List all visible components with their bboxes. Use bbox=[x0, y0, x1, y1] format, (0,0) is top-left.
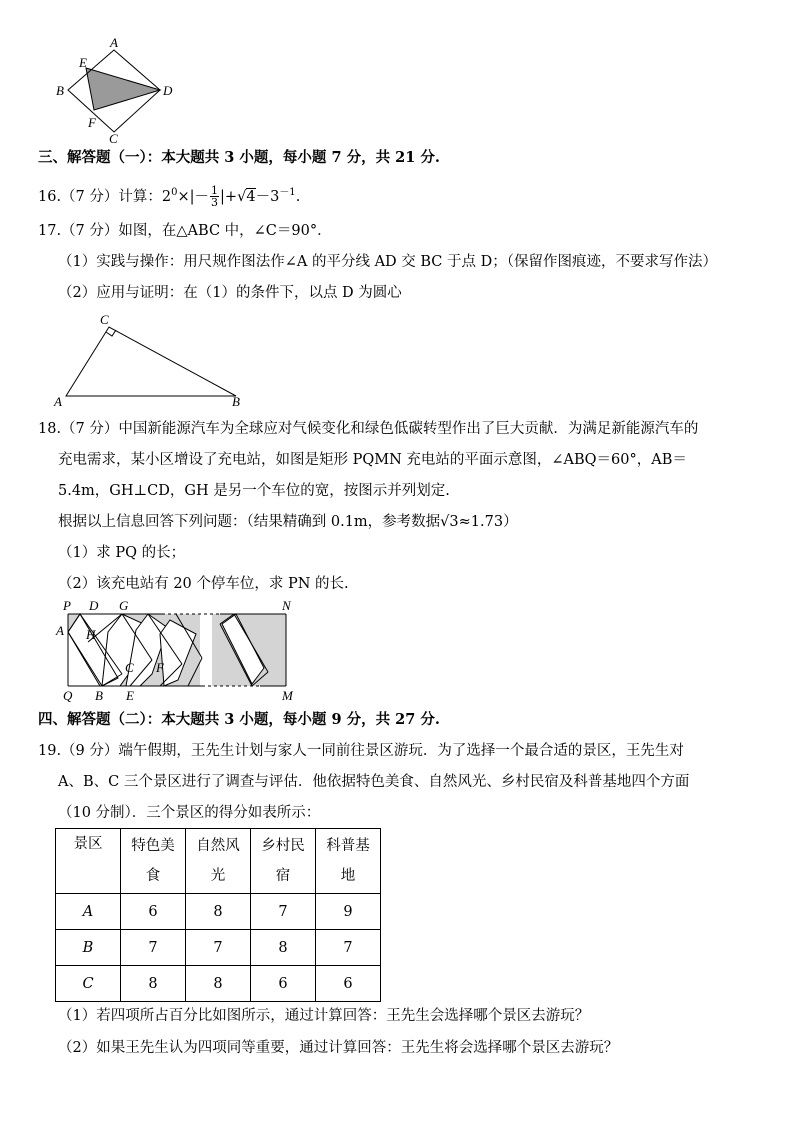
header-food-1: 特色美 bbox=[131, 838, 175, 854]
fig17-label-B: B bbox=[232, 394, 240, 409]
fig15-shaded-triangle bbox=[86, 68, 160, 110]
fig18-label-Q: Q bbox=[63, 688, 73, 703]
q17-part2: （2）应用与证明：在（1）的条件下，以点 D 为圆心 bbox=[58, 285, 402, 301]
table-header-cell bbox=[186, 829, 251, 894]
q16-prefix: 16.（7 分）计算：2 bbox=[38, 188, 172, 205]
q18-part1: （1）求 PQ 的长； bbox=[58, 545, 186, 561]
q18-line4-post: ≈1.73） bbox=[458, 514, 518, 530]
table-row bbox=[56, 930, 381, 966]
q16-frac-den: 3 bbox=[211, 196, 219, 210]
header-scenery-1: 自然风 bbox=[196, 838, 240, 854]
table-cell: 6 bbox=[121, 894, 186, 930]
q18-line1: 18.（7 分）中国新能源汽车为全球应对气候变化和绿色低碳转型作出了巨大贡献．为满足新能源汽车的 bbox=[38, 421, 699, 437]
fig18-charging-station-diagram bbox=[52, 598, 302, 706]
q16-mid: ×|－ bbox=[177, 188, 210, 205]
fig15-diagram bbox=[52, 36, 182, 146]
q17-stem: 17.（7 分）如图，在△ABC 中，∠C＝90°． bbox=[38, 223, 332, 239]
fig17-triangle bbox=[66, 327, 236, 396]
fig18-label-B: B bbox=[95, 688, 103, 703]
fig18-label-D: D bbox=[89, 598, 99, 613]
fig15-label-F: F bbox=[88, 115, 96, 130]
fig15-label-B: B bbox=[56, 83, 64, 98]
table-row bbox=[56, 894, 381, 930]
q16-after-frac: |+ bbox=[220, 188, 238, 205]
q18-part2: （2）该充电站有 20 个停车位，求 PN 的长. bbox=[58, 576, 349, 592]
q16-sqrt-arg: 4 bbox=[246, 188, 256, 205]
table-cell: 8 bbox=[186, 894, 251, 930]
table-cell: 8 bbox=[121, 966, 186, 1002]
table-cell: A bbox=[56, 894, 121, 930]
fig15-label-D: D bbox=[163, 83, 173, 98]
q19-part1: （1）若四项所占百分比如图所示，通过计算回答：王先生会选择哪个景区去游玩？ bbox=[58, 1008, 590, 1024]
table-cell: C bbox=[56, 966, 121, 1002]
q18-line4-sqrt: √3 bbox=[440, 514, 459, 530]
q16-frac-num: 1 bbox=[211, 184, 219, 198]
q16-sqrt-symbol: √ bbox=[237, 188, 247, 205]
q19-part2: （2）如果王先生认为四项同等重要，通过计算回答：王先生将会选择哪个景区去游玩？ bbox=[58, 1040, 619, 1056]
header-science-2: 地 bbox=[340, 868, 356, 884]
header-science-1: 科普基 bbox=[326, 838, 370, 854]
fig18-label-G: G bbox=[119, 598, 129, 613]
q16-exponent-zero: 0 bbox=[171, 187, 178, 198]
table-cell: 8 bbox=[251, 930, 316, 966]
q16-end: . bbox=[295, 188, 301, 205]
table-header-cell bbox=[121, 829, 186, 894]
table-cell: 7 bbox=[316, 930, 381, 966]
q19-line3: （10 分制）．三个景区的得分如表所示： bbox=[58, 805, 321, 821]
table-header-cell bbox=[56, 829, 121, 894]
table-cell: 9 bbox=[316, 894, 381, 930]
fig17-label-C: C bbox=[100, 312, 109, 327]
table-cell: 7 bbox=[251, 894, 316, 930]
fig18-label-P: P bbox=[63, 598, 71, 613]
header-scenery-2: 光 bbox=[210, 868, 226, 884]
q19-line1: 19.（9 分）端午假期，王先生计划与家人一同前往景区游玩．为了选择一个最合适的景区，王先生对 bbox=[38, 743, 684, 759]
fig15-label-A: A bbox=[110, 36, 118, 50]
q19-score-table bbox=[55, 828, 381, 1002]
q16-fraction bbox=[210, 185, 219, 208]
q16-expression bbox=[38, 183, 300, 208]
fig18-label-F: F bbox=[156, 660, 164, 675]
fig17-triangle-diagram bbox=[52, 310, 262, 410]
fig17-label-A: A bbox=[54, 394, 62, 409]
header-food-2: 食 bbox=[145, 868, 161, 884]
q18-line4 bbox=[58, 512, 518, 532]
header-homestay-1: 乡村民 bbox=[261, 838, 305, 854]
q17-part1: （1）实践与操作：用尺规作图法作∠A 的平分线 AD 交 BC 于点 D；（保留作图痕迹，不要求写作法） bbox=[58, 254, 717, 270]
fig18-label-N: N bbox=[282, 598, 291, 613]
section3-heading: 三、解答题（一）：本大题共 3 小题，每小题 7 分，共 21 分. bbox=[38, 149, 440, 166]
q16-exponent-neg: －1 bbox=[279, 187, 296, 198]
fig17-right-angle-mark bbox=[106, 330, 116, 336]
table-header-cell bbox=[316, 829, 381, 894]
fig18-label-M: M bbox=[282, 688, 293, 703]
fig18-label-A: A bbox=[56, 623, 64, 638]
header-homestay-2: 宿 bbox=[275, 868, 291, 884]
q19-line2: A、B、C 三个景区进行了调查与评估．他依据特色美食、自然风光、乡村民宿及科普基地四个方面 bbox=[58, 774, 690, 790]
table-cell: 6 bbox=[251, 966, 316, 1002]
fig18-label-C: C bbox=[125, 660, 134, 675]
q18-line2: 充电需求，某小区增设了充电站，如图是矩形 PQMN 充电站的平面示意图，∠ABQ＝60°，AB＝ bbox=[58, 452, 687, 468]
table-cell: 7 bbox=[186, 930, 251, 966]
table-row bbox=[56, 966, 381, 1002]
fig18-label-H: H bbox=[86, 627, 96, 642]
table-cell: 8 bbox=[186, 966, 251, 1002]
table-header-cell bbox=[251, 829, 316, 894]
table-cell: B bbox=[56, 930, 121, 966]
q16-tail: －3 bbox=[255, 188, 280, 205]
header-scenic: 景区 bbox=[73, 836, 103, 852]
q18-line4-pre: 根据以上信息回答下列问题：（结果精确到 0.1m，参考数据 bbox=[58, 514, 441, 530]
section4-heading: 四、解答题（二）：本大题共 3 小题，每小题 9 分，共 27 分. bbox=[38, 711, 440, 728]
table-cell: 7 bbox=[121, 930, 186, 966]
fig15-label-C: C bbox=[109, 131, 118, 146]
fig18-label-E: E bbox=[126, 688, 134, 703]
fig15-label-E: E bbox=[79, 55, 87, 70]
q18-line3: 5.4m，GH⊥CD，GH 是另一个车位的宽，按图示并列划定. bbox=[58, 483, 450, 499]
table-cell: 6 bbox=[316, 966, 381, 1002]
table-header-row bbox=[56, 829, 381, 894]
